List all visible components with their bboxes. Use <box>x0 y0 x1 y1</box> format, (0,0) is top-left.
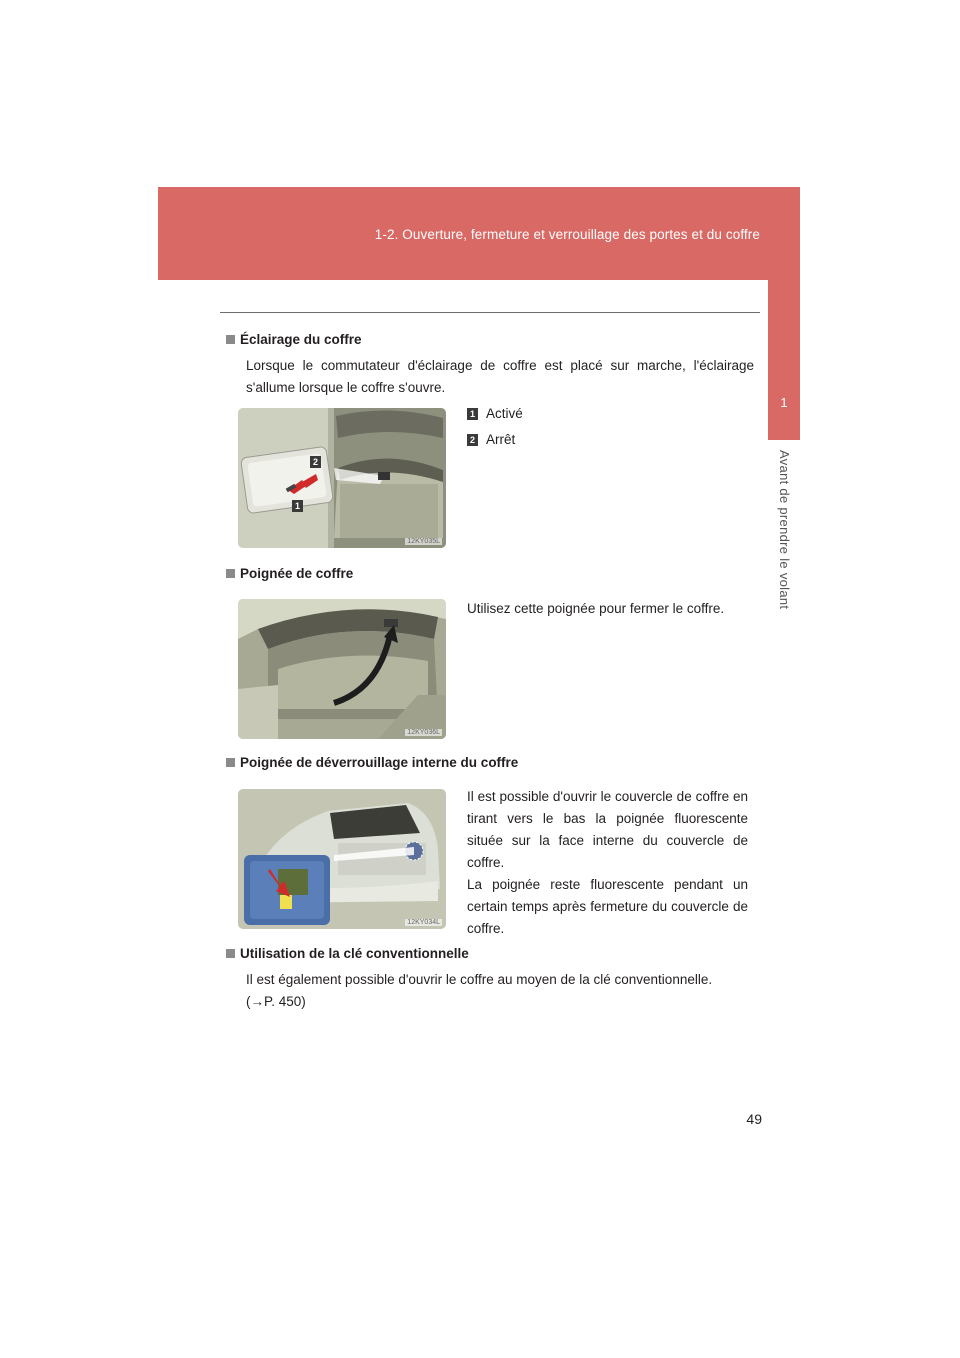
key-text-body: Il est également possible d'ouvrir le coffre au moyen de la clé conventionnelle. <box>246 972 713 987</box>
bullet-square-icon <box>226 335 235 344</box>
figure-code: 12KY035L <box>407 538 440 545</box>
chapter-side-tab <box>768 187 800 440</box>
figure-code: 12KY036L <box>407 729 440 736</box>
bullet-square-icon <box>226 758 235 767</box>
key-text <box>246 969 758 1013</box>
bullet-square-icon <box>226 949 235 958</box>
section-title-lighting: Éclairage du coffre <box>226 332 362 347</box>
lighting-text: Lorsque le commutateur d'éclairage de coffre est placé sur marche, l'éclairage s'allume lorsque le coffre s'ouvre. <box>246 358 754 395</box>
chapter-label: Avant de prendre le volant <box>777 450 792 610</box>
trunk-light-figure <box>238 408 446 548</box>
callout-2: 2 <box>310 456 321 468</box>
header-title: 1-2. Ouverture, fermeture et verrouillage des portes et du coffre <box>374 227 760 242</box>
release-text-2: La poignée reste fluorescente pendant un certain temps après fermeture du couvercle de coffre. <box>467 877 748 936</box>
legend-label: Activé <box>486 406 523 421</box>
callout-1: 1 <box>292 500 303 512</box>
trunk-release-figure <box>238 789 446 929</box>
chapter-number: 1 <box>780 395 788 410</box>
page-number: 49 <box>746 1111 762 1127</box>
bullet-square-icon <box>226 569 235 578</box>
figure-code: 12KY034L <box>407 919 440 926</box>
chapter-header-band <box>158 187 800 280</box>
legend-item-off <box>467 432 515 447</box>
section-title-handle: Poignée de coffre <box>226 566 353 581</box>
section-title-key: Utilisation de la clé conventionnelle <box>226 946 469 961</box>
header-divider <box>220 312 760 313</box>
legend-number: 2 <box>467 434 478 446</box>
release-text-1: Il est possible d'ouvrir le couvercle de coffre en tirant vers le bas la poignée fluorescente située sur la face interne du couvercle de coffre. <box>467 789 748 870</box>
trunk-handle-figure <box>238 599 446 739</box>
legend-number: 1 <box>467 408 478 420</box>
legend-label: Arrêt <box>486 432 516 447</box>
section-title-release: Poignée de déverrouillage interne du coffre <box>226 755 518 770</box>
handle-text: Utilisez cette poignée pour fermer le coffre. <box>467 601 725 616</box>
legend-item-activated <box>467 406 523 421</box>
page-reference: (→P. 450) <box>246 994 306 1009</box>
